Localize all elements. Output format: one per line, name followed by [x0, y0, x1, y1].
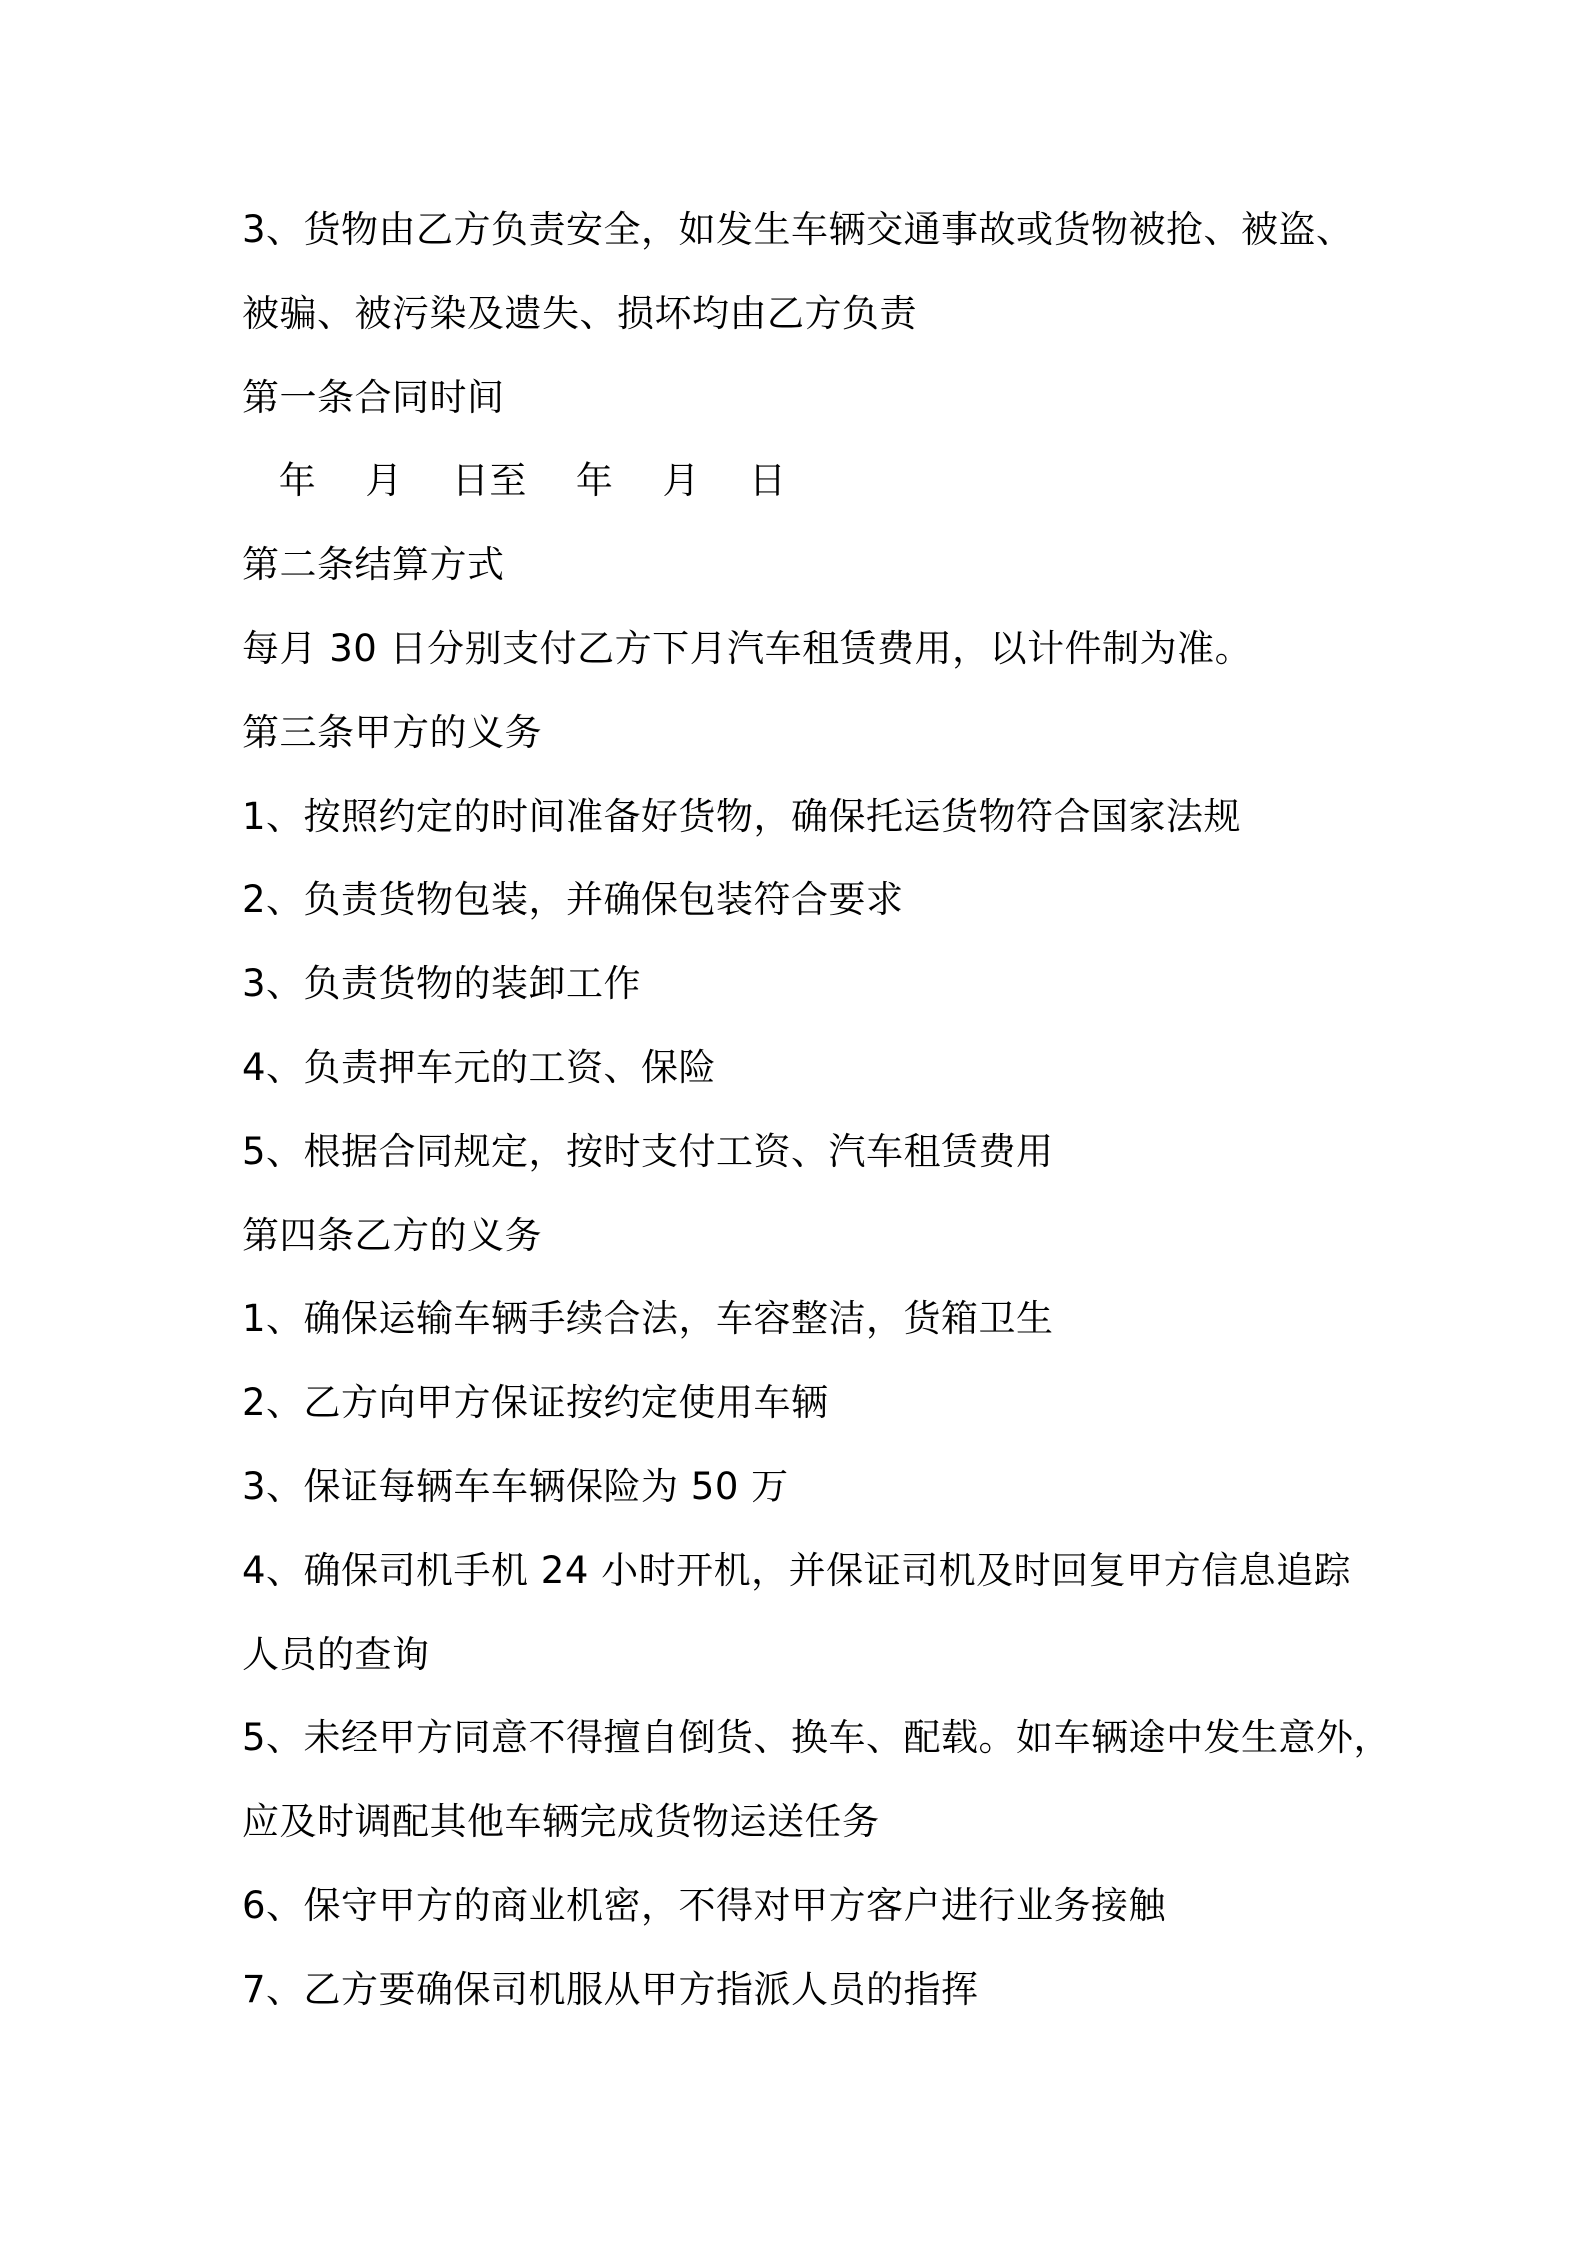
list-item: 1、按照约定的时间准备好货物，确保托运货物符合国家法规 [242, 794, 1242, 838]
list-item: 3、负责货物的装卸工作 [242, 962, 642, 1006]
list-item: 6、保守甲方的商业机密，不得对甲方客户进行业务接触 [242, 1883, 1167, 1927]
section-heading: 第三条甲方的义务 [242, 710, 542, 754]
document-body [242, 200, 1422, 2044]
date-range-line: 年 月 日至 年 月 日 [242, 459, 787, 503]
section-heading: 第四条乙方的义务 [242, 1213, 542, 1257]
text-line: 每月 30 日分别支付乙方下月汽车租赁费用，以计件制为准。 [242, 626, 1253, 670]
list-item: 4、确保司机手机 24 小时开机，并保证司机及时回复甲方信息追踪 [242, 1548, 1352, 1592]
text-line: 被骗、被污染及遗失、损坏均由乙方负责 [242, 291, 917, 335]
section-heading: 第一条合同时间 [242, 375, 505, 419]
list-item: 5、根据合同规定，按时支付工资、汽车租赁费用 [242, 1129, 1054, 1173]
list-item: 4、负责押车元的工资、保险 [242, 1045, 717, 1089]
list-item: 5、未经甲方同意不得擅自倒货、换车、配载。如车辆途中发生意外， [242, 1716, 1392, 1760]
text-line: 3、货物由乙方负责安全，如发生车辆交通事故或货物被抢、被盗、 [242, 208, 1354, 251]
list-item: 2、乙方向甲方保证按约定使用车辆 [242, 1381, 829, 1425]
list-item: 2、负责货物包装，并确保包装符合要求 [242, 878, 904, 922]
list-item: 7、乙方要确保司机服从甲方指派人员的指挥 [242, 1967, 979, 2011]
list-item: 3、保证每辆车车辆保险为 50 万 [242, 1464, 789, 1508]
list-item: 1、确保运输车辆手续合法，车容整洁，货箱卫生 [242, 1297, 1054, 1341]
section-heading: 第二条结算方式 [242, 543, 505, 587]
text-line: 人员的查询 [242, 1632, 430, 1676]
text-line: 应及时调配其他车辆完成货物运送任务 [242, 1800, 880, 1844]
